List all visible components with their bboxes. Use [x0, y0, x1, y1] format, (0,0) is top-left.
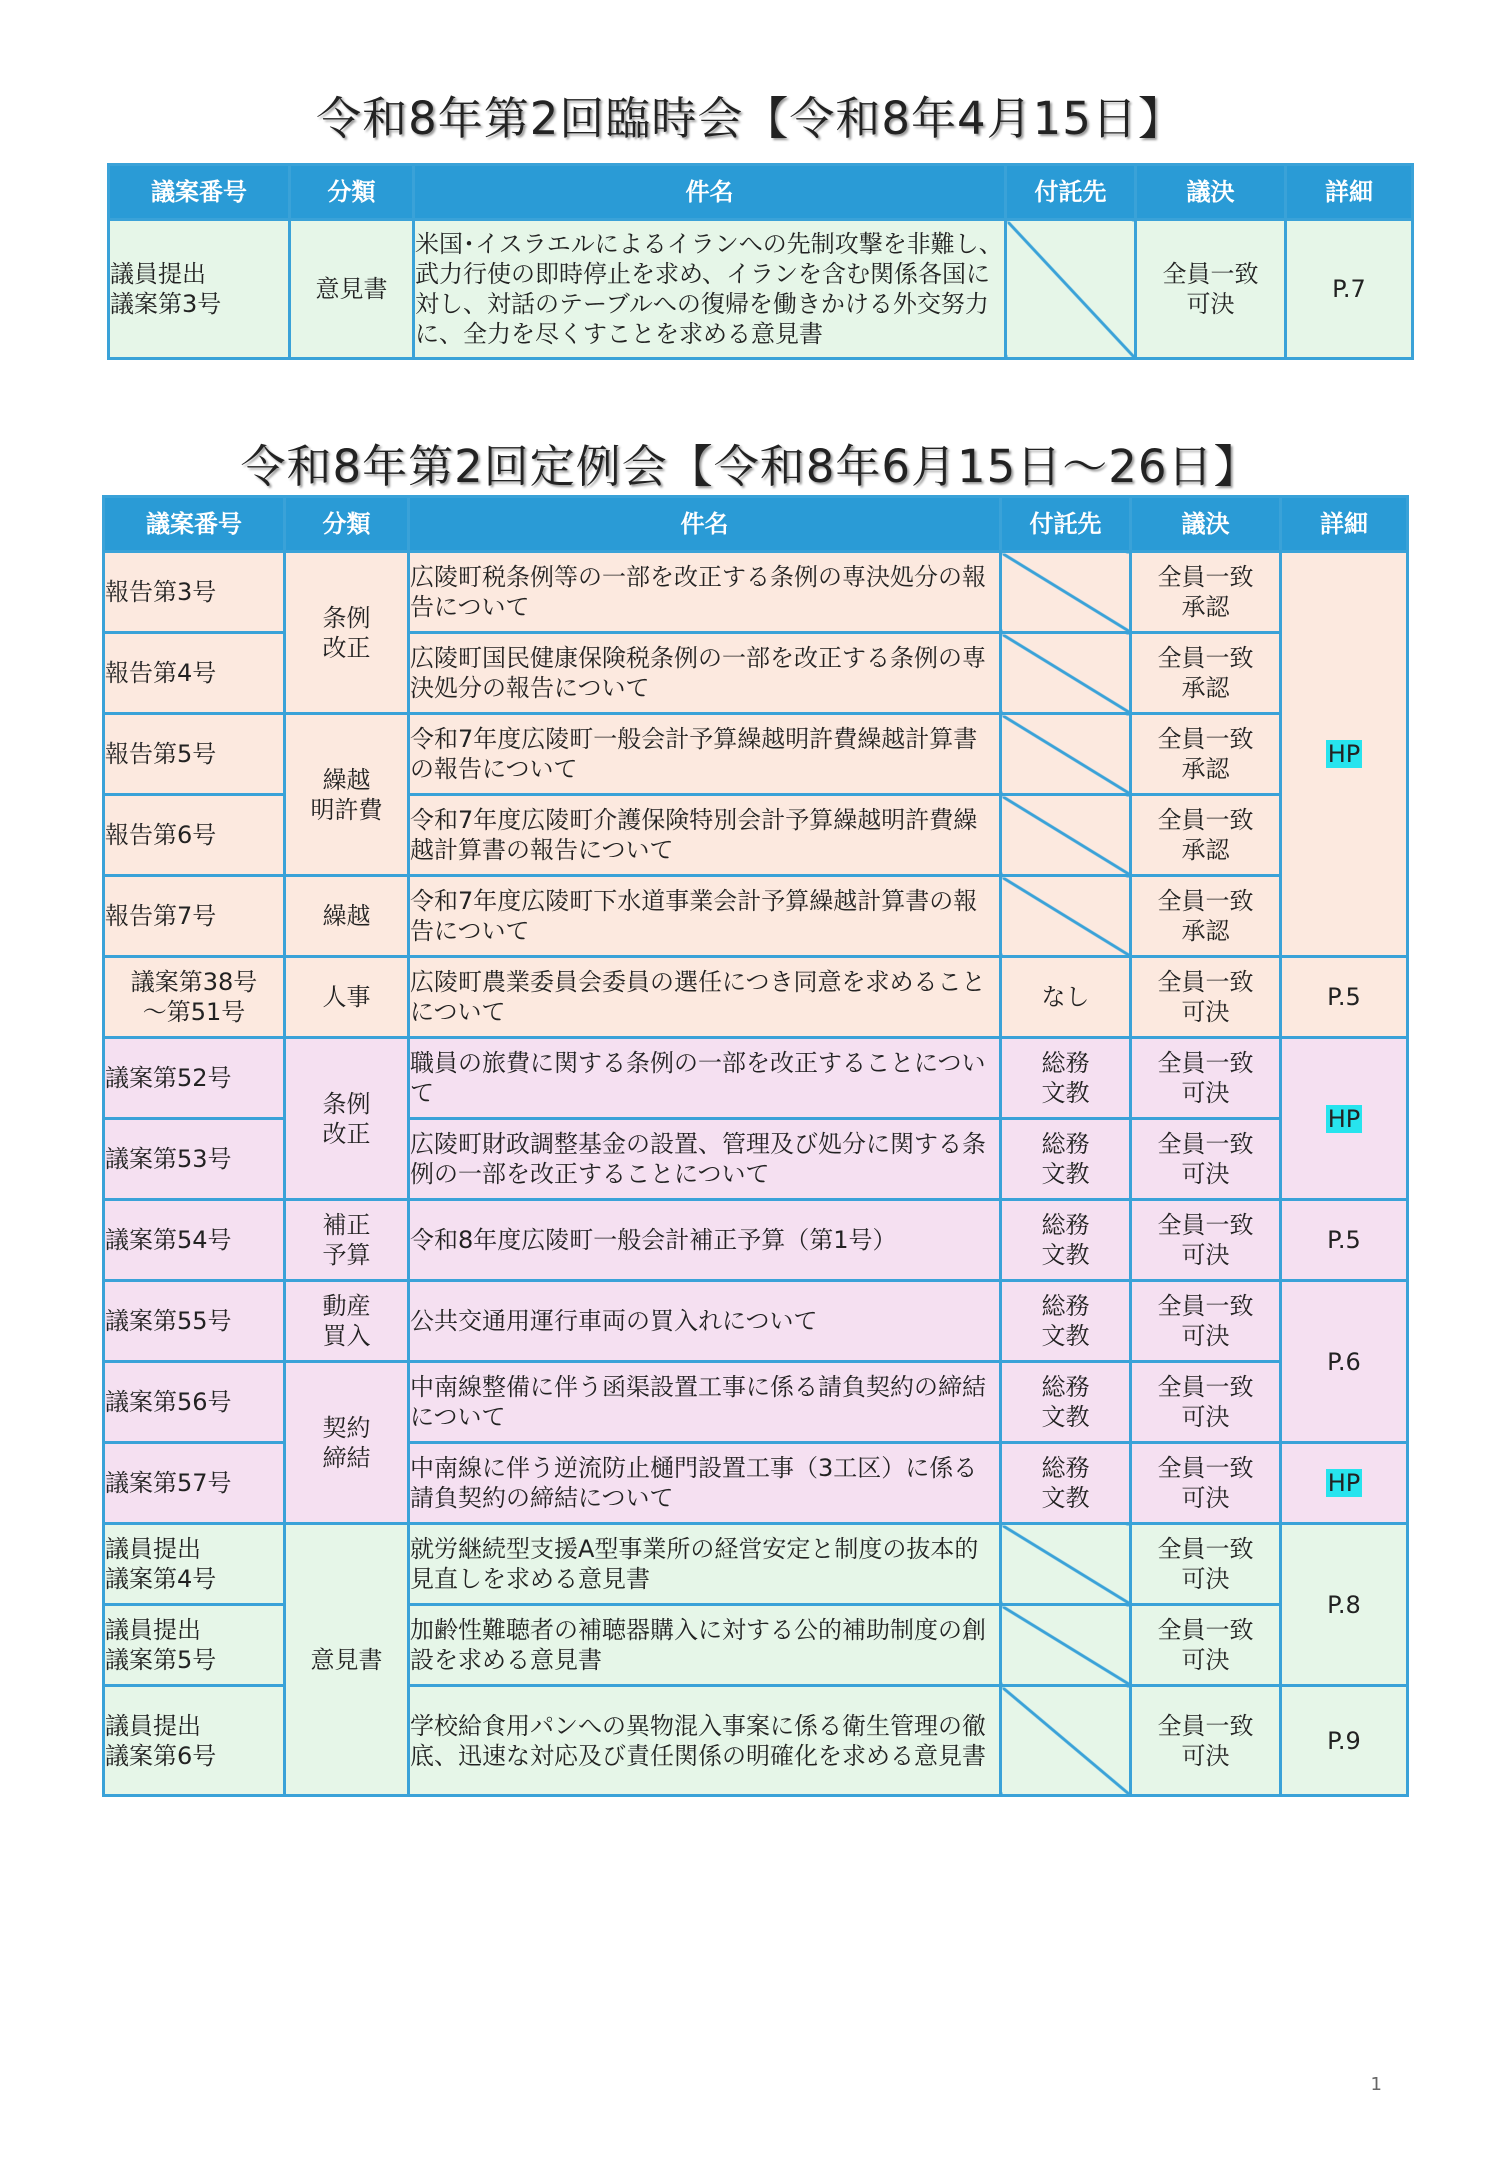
vote-result: 全員一致 可決 — [1131, 957, 1281, 1038]
header-subject: 件名 — [414, 165, 1006, 220]
committee-none-slash — [1001, 552, 1131, 633]
committee-none-slash — [1006, 220, 1136, 359]
bill-number: 報告第5号 — [104, 714, 285, 795]
bill-subject: 学校給食用パンへの異物混入事案に係る衛生管理の徹底、迅速な対応及び責任関係の明確化を求める意見書 — [409, 1686, 1001, 1796]
bill-category: 繰越 — [285, 876, 409, 957]
detail-hp-link[interactable]: HP — [1281, 1038, 1408, 1200]
bill-subject: 就労継続型支援A型事業所の経営安定と制度の抜本的見直しを求める意見書 — [409, 1524, 1001, 1605]
detail-page: P.5 — [1281, 957, 1408, 1038]
bill-subject: 広陵町農業委員会委員の選任につき同意を求めることについて — [409, 957, 1001, 1038]
detail-page: P.5 — [1281, 1200, 1408, 1281]
committee: なし — [1001, 957, 1131, 1038]
bill-number: 報告第6号 — [104, 795, 285, 876]
bill-number: 議員提出 議案第4号 — [104, 1524, 285, 1605]
committee: 総務 文教 — [1001, 1119, 1131, 1200]
table-row — [104, 1362, 1408, 1443]
bill-subject: 広陵町財政調整基金の設置、管理及び処分に関する条例の一部を改正することについて — [409, 1119, 1001, 1200]
vote-result: 全員一致 可決 — [1131, 1119, 1281, 1200]
bill-number: 議案第53号 — [104, 1119, 285, 1200]
header-vote: 議決 — [1136, 165, 1286, 220]
bill-number: 議案第52号 — [104, 1038, 285, 1119]
bill-category: 人事 — [285, 957, 409, 1038]
header-number: 議案番号 — [109, 165, 290, 220]
bill-subject: 令和7年度広陵町下水道事業会計予算繰越計算書の報告について — [409, 876, 1001, 957]
page-number: 1 — [1370, 2074, 1382, 2095]
bill-number: 報告第3号 — [104, 552, 285, 633]
bill-category: 条例 改正 — [285, 1038, 409, 1200]
table-row — [104, 876, 1408, 957]
bill-subject: 加齢性難聴者の補聴器購入に対する公的補助制度の創設を求める意見書 — [409, 1605, 1001, 1686]
vote-result: 全員一致 承認 — [1131, 795, 1281, 876]
committee: 総務 文教 — [1001, 1362, 1131, 1443]
vote-result: 全員一致 可決 — [1131, 1443, 1281, 1524]
bill-number: 報告第4号 — [104, 633, 285, 714]
detail-page: P.6 — [1281, 1281, 1408, 1443]
vote-result: 全員一致 承認 — [1131, 714, 1281, 795]
bill-subject: 中南線に伴う逆流防止樋門設置工事（3工区）に係る請負契約の締結について — [409, 1443, 1001, 1524]
header-number: 議案番号 — [104, 497, 285, 552]
header-committee: 付託先 — [1001, 497, 1131, 552]
bill-number: 議案第54号 — [104, 1200, 285, 1281]
bill-subject: 令和7年度広陵町介護保険特別会計予算繰越明許費繰越計算書の報告について — [409, 795, 1001, 876]
vote-result: 全員一致 承認 — [1131, 552, 1281, 633]
table-row — [104, 1200, 1408, 1281]
bill-subject: 令和8年度広陵町一般会計補正予算（第1号） — [409, 1200, 1001, 1281]
bill-category: 動産 買入 — [285, 1281, 409, 1362]
committee-none-slash — [1001, 1686, 1131, 1796]
vote-result: 全員一致 可決 — [1131, 1200, 1281, 1281]
table-row — [104, 957, 1408, 1038]
committee-none-slash — [1001, 1524, 1131, 1605]
bill-number: 議案第57号 — [104, 1443, 285, 1524]
committee-none-slash — [1001, 795, 1131, 876]
table-row — [104, 1038, 1408, 1119]
session-title-extraordinary: 令和8年第2回臨時会【令和8年4月15日】 — [316, 92, 1184, 145]
table-row — [104, 1524, 1408, 1605]
header-committee: 付託先 — [1006, 165, 1136, 220]
vote-result: 全員一致 可決 — [1131, 1038, 1281, 1119]
header-category: 分類 — [290, 165, 414, 220]
bill-subject: 中南線整備に伴う函渠設置工事に係る請負契約の締結について — [409, 1362, 1001, 1443]
bill-number: 議員提出 議案第3号 — [109, 220, 290, 359]
bill-subject: 米国･イスラエルによるイランへの先制攻撃を非難し、武力行使の即時停止を求め、イランを含む関係各国に対し、対話のテーブルへの復帰を働きかける外交努力に、全力を尽くすことを求める意見書 — [414, 220, 1006, 359]
committee-none-slash — [1001, 876, 1131, 957]
table-row — [109, 220, 1413, 359]
committee: 総務 文教 — [1001, 1281, 1131, 1362]
bill-category: 意見書 — [285, 1524, 409, 1796]
header-detail: 詳細 — [1286, 165, 1413, 220]
bill-category: 補正 予算 — [285, 1200, 409, 1281]
table-row — [104, 552, 1408, 633]
vote-result: 全員一致 可決 — [1131, 1524, 1281, 1605]
bill-number: 議案第56号 — [104, 1362, 285, 1443]
bill-subject: 令和7年度広陵町一般会計予算繰越明許費繰越計算書の報告について — [409, 714, 1001, 795]
committee-none-slash — [1001, 1605, 1131, 1686]
table-row — [104, 1281, 1408, 1362]
detail-hp-link[interactable]: HP — [1281, 552, 1408, 957]
header-detail: 詳細 — [1281, 497, 1408, 552]
bill-subject: 広陵町税条例等の一部を改正する条例の専決処分の報告について — [409, 552, 1001, 633]
committee: 総務 文教 — [1001, 1200, 1131, 1281]
bill-number: 議員提出 議案第5号 — [104, 1605, 285, 1686]
bill-number: 議案第38号 ～第51号 — [104, 957, 285, 1038]
vote-result: 全員一致 可決 — [1136, 220, 1286, 359]
detail-hp-link[interactable]: HP — [1281, 1443, 1408, 1524]
table-row — [104, 714, 1408, 795]
header-subject: 件名 — [409, 497, 1001, 552]
bill-category: 意見書 — [290, 220, 414, 359]
bill-number: 議員提出 議案第6号 — [104, 1686, 285, 1796]
extraordinary-session-table — [107, 163, 1414, 360]
bill-number: 報告第7号 — [104, 876, 285, 957]
detail-page: P.9 — [1281, 1686, 1408, 1796]
regular-session-table — [102, 495, 1409, 1797]
vote-result: 全員一致 可決 — [1131, 1686, 1281, 1796]
bill-subject: 公共交通用運行車両の買入れについて — [409, 1281, 1001, 1362]
committee: 総務 文教 — [1001, 1443, 1131, 1524]
vote-result: 全員一致 承認 — [1131, 633, 1281, 714]
bill-number: 議案第55号 — [104, 1281, 285, 1362]
vote-result: 全員一致 可決 — [1131, 1281, 1281, 1362]
detail-page: P.7 — [1286, 220, 1413, 359]
bill-category: 繰越 明許費 — [285, 714, 409, 876]
detail-page: P.8 — [1281, 1524, 1408, 1686]
header-category: 分類 — [285, 497, 409, 552]
bill-category: 条例 改正 — [285, 552, 409, 714]
session-title-regular: 令和8年第2回定例会【令和8年6月15日～26日】 — [240, 440, 1260, 493]
bill-category: 契約 締結 — [285, 1362, 409, 1524]
committee: 総務 文教 — [1001, 1038, 1131, 1119]
vote-result: 全員一致 承認 — [1131, 876, 1281, 957]
committee-none-slash — [1001, 714, 1131, 795]
bill-subject: 広陵町国民健康保険税条例の一部を改正する条例の専決処分の報告について — [409, 633, 1001, 714]
committee-none-slash — [1001, 633, 1131, 714]
vote-result: 全員一致 可決 — [1131, 1605, 1281, 1686]
bill-subject: 職員の旅費に関する条例の一部を改正することについて — [409, 1038, 1001, 1119]
vote-result: 全員一致 可決 — [1131, 1362, 1281, 1443]
header-vote: 議決 — [1131, 497, 1281, 552]
